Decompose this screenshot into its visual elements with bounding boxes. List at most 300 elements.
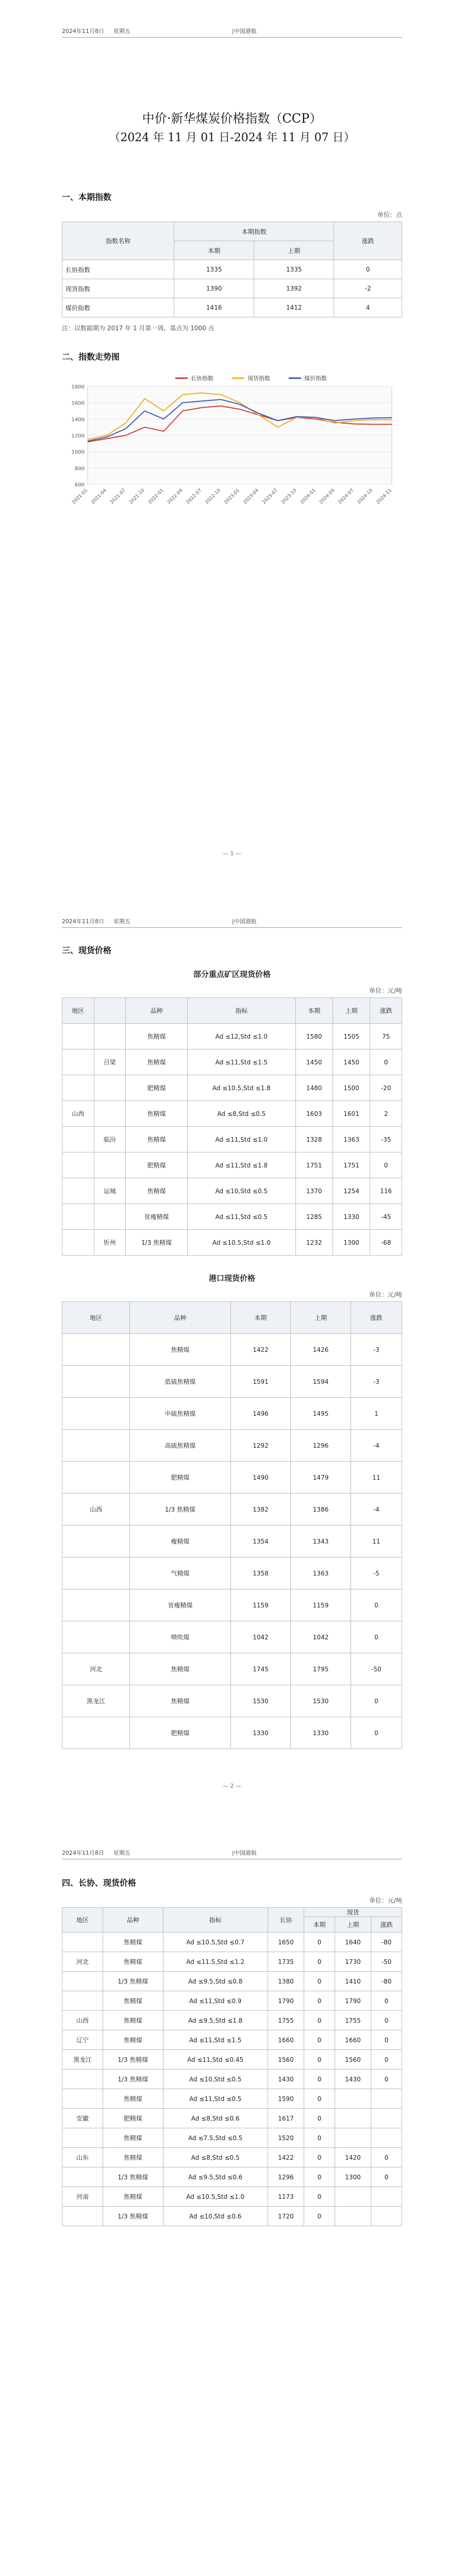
report-period: （2024 年 11 月 01 日-2024 年 11 月 07 日） <box>109 131 355 144</box>
cell <box>62 1075 94 1101</box>
cell: 116 <box>370 1178 402 1204</box>
cell: 中硫焦精煤 <box>130 1398 230 1430</box>
cell <box>62 1621 130 1653</box>
table-header-row <box>62 1302 402 1334</box>
x-tick-label: 2022-04 <box>166 488 184 505</box>
cell: 1330 <box>230 1717 291 1749</box>
cell: Ad ≤12,Std ≤1.0 <box>188 1024 295 1049</box>
cell: 1/3 焦精煤 <box>103 2050 163 2070</box>
cell: 1660 <box>268 2030 304 2050</box>
cell: 1650 <box>268 1933 304 1952</box>
table-b-unit: 单位：元/吨 <box>369 1291 402 1298</box>
cell: 0 <box>351 1685 402 1717</box>
cell: 山西 <box>62 1101 94 1127</box>
cell: 1363 <box>333 1127 370 1153</box>
cell: 1382 <box>230 1494 291 1526</box>
cell: 焦精煤 <box>103 2089 163 2109</box>
col-period: 本期指数 <box>174 222 334 241</box>
cell: 1430 <box>335 2070 371 2089</box>
cell: 1603 <box>295 1101 333 1127</box>
section3-heading: 三、现货价格 <box>62 945 112 955</box>
cell: 1730 <box>335 1952 371 1972</box>
cell: 1416 <box>174 298 254 317</box>
header-cell: 上期 <box>333 998 370 1024</box>
cell: Ad ≤9.5,Std ≤1.8 <box>163 2011 268 2030</box>
table-row <box>62 1685 402 1717</box>
cell: 忻州 <box>94 1230 126 1256</box>
cell: 1490 <box>230 1462 291 1494</box>
cell: -4 <box>351 1430 402 1462</box>
cell: 高硫焦精煤 <box>130 1430 230 1462</box>
header-cell: 涨跌 <box>371 1917 402 1933</box>
cell: -20 <box>370 1075 402 1101</box>
cell: 1751 <box>295 1153 333 1178</box>
cell <box>62 1230 94 1256</box>
cell <box>335 2109 371 2128</box>
cell <box>371 2207 402 2226</box>
header-date: 2024年11月8日 <box>62 918 104 925</box>
cell: 1420 <box>335 2148 371 2167</box>
cell: Ad ≤11,Std ≤0.9 <box>163 1991 268 2011</box>
cell: 河南 <box>62 2187 103 2207</box>
table-row <box>62 1952 402 1972</box>
cell: Ad ≤10.5,Std ≤1.8 <box>188 1075 295 1101</box>
cell: 肥精煤 <box>130 1717 230 1749</box>
x-tick-label: 2021-07 <box>109 488 127 505</box>
y-tick-label: 1000 <box>71 449 85 455</box>
cell: 1354 <box>230 1526 291 1557</box>
cell: 低硫焦精煤 <box>130 1366 230 1398</box>
cell: 0 <box>371 2148 402 2167</box>
cell: 肥精煤 <box>126 1075 188 1101</box>
section1-note: 注：以数据期为 2017 年 1 月第一周，基点为 1000 点 <box>62 325 214 332</box>
cell: Ad ≤11,Std ≤0.5 <box>188 1204 295 1230</box>
cell: 河北 <box>62 1952 103 1972</box>
table-row <box>62 2109 402 2128</box>
cell: Ad ≤10.5,Std ≤1.0 <box>188 1230 295 1256</box>
table-row <box>62 1049 402 1075</box>
cell: 1343 <box>291 1526 351 1557</box>
table-row <box>62 1933 402 1952</box>
cell: 1580 <box>295 1024 333 1049</box>
col-change: 涨跌 <box>334 222 402 260</box>
cell: 0 <box>304 1991 335 2011</box>
mine-price-table <box>62 997 402 1256</box>
cell: Ad ≤11,Std ≤0.45 <box>163 2050 268 2070</box>
cell: 0 <box>304 2070 335 2089</box>
cell: 1/3 焦精煤 <box>126 1230 188 1256</box>
cell: -80 <box>371 1972 402 1991</box>
table-row <box>62 2070 402 2089</box>
cell: 1363 <box>291 1557 351 1589</box>
cell: -4 <box>351 1494 402 1526</box>
cell: 贫瘦精煤 <box>130 1589 230 1621</box>
cell: 1/3 焦精煤 <box>103 1972 163 1991</box>
cell: 1422 <box>268 2148 304 2167</box>
table-row <box>62 1153 402 1178</box>
cell: 0 <box>304 2167 335 2187</box>
section4-heading: 四、长协、现货价格 <box>62 1878 137 1888</box>
header-cell: 地区 <box>62 1302 130 1334</box>
cell: Ad ≤11,Std ≤0.5 <box>163 2089 268 2109</box>
header-rule <box>62 37 402 38</box>
cell: Ad ≤9.5,Std ≤0.6 <box>163 2167 268 2187</box>
cell: Ad ≤10,Std ≤0.5 <box>163 2070 268 2089</box>
cell <box>94 1101 126 1127</box>
cell: 黑龙江 <box>62 1685 130 1717</box>
cell <box>62 1526 130 1557</box>
cell: 1496 <box>230 1398 291 1430</box>
table-row <box>62 2030 402 2050</box>
cell <box>94 1153 126 1178</box>
cell <box>62 1204 94 1230</box>
cell: -3 <box>351 1334 402 1366</box>
cell: 1450 <box>333 1049 370 1075</box>
cell: 1617 <box>268 2109 304 2128</box>
cell: 1755 <box>335 2011 371 2030</box>
cell: 1495 <box>291 1398 351 1430</box>
report-title: 中价·新华煤炭价格指数（CCP） <box>142 111 322 126</box>
cell <box>62 1366 130 1398</box>
cell: 1335 <box>174 260 254 279</box>
cell: -2 <box>334 279 402 298</box>
cell <box>62 1557 130 1589</box>
table-row <box>62 2167 402 2187</box>
table-row <box>62 2148 402 2167</box>
cell: 0 <box>371 2167 402 2187</box>
cell <box>94 1024 126 1049</box>
cell: 焦精煤 <box>103 1952 163 1972</box>
table-row <box>62 1557 402 1589</box>
cell <box>62 2207 103 2226</box>
cell <box>335 2207 371 2226</box>
cell: Ad ≤11,Std ≤1.8 <box>188 1153 295 1178</box>
table-row <box>62 1462 402 1494</box>
cell: 1386 <box>291 1494 351 1526</box>
cell: 焦精煤 <box>103 2128 163 2148</box>
cell: 1159 <box>291 1589 351 1621</box>
cell: 1042 <box>291 1621 351 1653</box>
table-row <box>62 1430 402 1462</box>
header-cell: 现货 <box>304 1908 402 1917</box>
header-mark: |中国港航 <box>232 918 257 925</box>
cell: 煤价指数 <box>62 298 174 317</box>
cell: 0 <box>304 2050 335 2070</box>
cell: 1 <box>351 1398 402 1430</box>
cell: 1330 <box>291 1717 351 1749</box>
section1-heading: 一、本期指数 <box>62 192 112 202</box>
cell: 山东 <box>62 2148 103 2167</box>
cell: 1751 <box>333 1153 370 1178</box>
cell <box>335 2187 371 2207</box>
cell: 肥精煤 <box>103 2109 163 2128</box>
cell: 1/3 焦精煤 <box>103 2070 163 2089</box>
x-tick-label: 2024-10 <box>356 488 374 505</box>
cell: 1/3 焦精煤 <box>103 2167 163 2187</box>
cell: 0 <box>304 2011 335 2030</box>
cell: -68 <box>370 1230 402 1256</box>
cell: 0 <box>351 1717 402 1749</box>
cell: 1594 <box>291 1366 351 1398</box>
section2-heading: 二、指数走势图 <box>62 352 120 362</box>
cell <box>62 1991 103 2011</box>
cell: 1328 <box>295 1127 333 1153</box>
cell: 0 <box>334 260 402 279</box>
table-row <box>62 1589 402 1621</box>
cell: 1430 <box>268 2070 304 2089</box>
cell: 1285 <box>295 1204 333 1230</box>
table-row <box>62 1653 402 1685</box>
cell: Ad ≤11,Std ≤1.5 <box>188 1049 295 1075</box>
cell <box>62 1153 94 1178</box>
cell: 焦精煤 <box>130 1334 230 1366</box>
cell: 安徽 <box>62 2109 103 2128</box>
cell: 1480 <box>295 1075 333 1101</box>
header-cell: 上期 <box>291 1302 351 1334</box>
header-cell: 指标 <box>163 1908 268 1933</box>
page-header <box>62 917 402 925</box>
cell: 1422 <box>230 1334 291 1366</box>
cell: 焦精煤 <box>103 2030 163 2050</box>
cell: 1560 <box>268 2050 304 2070</box>
x-tick-label: 2022-07 <box>185 488 203 505</box>
cell: -45 <box>370 1204 402 1230</box>
col-name: 指数名称 <box>62 222 174 260</box>
y-tick-label: 1200 <box>71 433 85 439</box>
table-row <box>62 1398 402 1430</box>
cell: 0 <box>304 2089 335 2109</box>
cell: 1380 <box>268 1972 304 1991</box>
cell <box>371 2128 402 2148</box>
cell: 11 <box>351 1526 402 1557</box>
cell: 1790 <box>335 1991 371 2011</box>
cell <box>62 1430 130 1462</box>
x-tick-label: 2024-01 <box>299 488 317 505</box>
x-tick-label: 2021-10 <box>128 488 146 505</box>
cell: 1530 <box>291 1685 351 1717</box>
cell: 喷吹煤 <box>130 1621 230 1653</box>
table-row <box>62 1972 402 1991</box>
cell: 0 <box>370 1153 402 1178</box>
cell <box>335 2128 371 2148</box>
table-row <box>62 2050 402 2070</box>
col-previous: 上期 <box>254 241 334 260</box>
cell <box>62 1334 130 1366</box>
cell: 1479 <box>291 1462 351 1494</box>
cell: 0 <box>370 1049 402 1075</box>
cell: 1392 <box>254 279 334 298</box>
cell: 1660 <box>335 2030 371 2050</box>
header-date: 2024年11月8日 <box>62 1850 104 1856</box>
cell: 1159 <box>230 1589 291 1621</box>
cell: 0 <box>304 2207 335 2226</box>
cell <box>62 1589 130 1621</box>
cell: 0 <box>304 2187 335 2207</box>
table-row <box>62 1230 402 1256</box>
header-mark: |中国港航 <box>232 1850 257 1856</box>
cell: 1370 <box>295 1178 333 1204</box>
page-header <box>62 1849 402 1857</box>
cell <box>62 1933 103 1952</box>
cell: 焦精煤 <box>126 1024 188 1049</box>
cell <box>62 2070 103 2089</box>
table-row <box>62 1178 402 1204</box>
cell: 0 <box>304 2128 335 2148</box>
cell: Ad ≤10.5,Std ≤1.0 <box>163 2187 268 2207</box>
cell: -5 <box>351 1557 402 1589</box>
x-tick-label: 2024-07 <box>337 488 355 505</box>
table-row <box>62 2187 402 2207</box>
x-tick-label: 2022-10 <box>204 488 222 505</box>
cell: 1640 <box>335 1933 371 1952</box>
cell: 0 <box>304 2030 335 2050</box>
cell: 辽宁 <box>62 2030 103 2050</box>
cell: Ad ≤8,Std ≤0.5 <box>188 1101 295 1127</box>
cell: Ad ≤11,Std ≤1.0 <box>188 1127 295 1153</box>
cell: 1755 <box>268 2011 304 2030</box>
cell: 山西 <box>62 1494 130 1526</box>
cell: 运城 <box>94 1178 126 1204</box>
header-week: 星期五 <box>113 1850 130 1856</box>
cell: 75 <box>370 1024 402 1049</box>
cell: -35 <box>370 1127 402 1153</box>
header-cell: 涨跌 <box>351 1302 402 1334</box>
x-tick-label: 2022-01 <box>147 488 165 505</box>
cell: 焦精煤 <box>103 2011 163 2030</box>
header-mark: |中国港航 <box>232 28 257 35</box>
header-cell: 品种 <box>130 1302 230 1334</box>
cell: 焦精煤 <box>126 1178 188 1204</box>
table-row <box>62 1024 402 1049</box>
y-tick-label: 800 <box>74 466 85 472</box>
header-cell: 指标 <box>188 998 295 1024</box>
cell: 长协指数 <box>62 260 174 279</box>
cell: 现货指数 <box>62 279 174 298</box>
col-current: 本期 <box>174 241 254 260</box>
cell: 1335 <box>254 260 334 279</box>
cell: 瘦精煤 <box>130 1526 230 1557</box>
cell: Ad ≤8,Std ≤0.6 <box>163 2109 268 2128</box>
cell: 1390 <box>174 279 254 298</box>
x-tick-label: 2023-07 <box>261 488 279 505</box>
long-spot-table <box>62 1907 402 2226</box>
cell: 1300 <box>333 1230 370 1256</box>
cell: 1591 <box>230 1366 291 1398</box>
cell <box>62 2089 103 2109</box>
table-row <box>62 1101 402 1127</box>
cell: 1790 <box>268 1991 304 2011</box>
cell: 0 <box>371 2030 402 2050</box>
cell: 1500 <box>333 1075 370 1101</box>
header-cell: 地区 <box>62 1908 103 1933</box>
index-table <box>62 222 402 317</box>
header-cell: 本期 <box>295 998 333 1024</box>
cell: 1296 <box>268 2167 304 2187</box>
page-number: — 1 — <box>223 850 241 857</box>
header-cell: 地区 <box>62 998 94 1024</box>
cell: 2 <box>370 1101 402 1127</box>
cell: 0 <box>304 1933 335 1952</box>
cell: 焦精煤 <box>103 1933 163 1952</box>
cell: 1530 <box>230 1685 291 1717</box>
cell: 1426 <box>291 1334 351 1366</box>
cell: 1296 <box>291 1430 351 1462</box>
x-tick-label: 2023-01 <box>223 488 241 505</box>
header-cell: 品种 <box>126 998 188 1024</box>
cell: 焦精煤 <box>103 2148 163 2167</box>
cell: 0 <box>371 1991 402 2011</box>
table-row <box>62 1717 402 1749</box>
cell: 4 <box>334 298 402 317</box>
table-b-title: 港口现货价格 <box>208 1274 255 1283</box>
header-cell: 上期 <box>335 1917 371 1933</box>
cell: 1358 <box>230 1557 291 1589</box>
cell: 1601 <box>333 1101 370 1127</box>
page-number: — 2 — <box>223 1783 241 1789</box>
y-tick-label: 1800 <box>71 384 85 390</box>
cell <box>62 1717 130 1749</box>
cell: 肥精煤 <box>130 1462 230 1494</box>
legend-label: 长协指数 <box>191 375 213 382</box>
cell: 焦精煤 <box>126 1049 188 1075</box>
cell: 山西 <box>62 2011 103 2030</box>
table-row <box>62 2207 402 2226</box>
cell: 0 <box>351 1621 402 1653</box>
index-chart <box>62 371 402 520</box>
header-cell: 长协 <box>268 1908 304 1933</box>
cell: 0 <box>351 1589 402 1621</box>
header-cell: 本期 <box>230 1302 291 1334</box>
x-tick-label: 2023-10 <box>280 488 298 505</box>
table-row <box>62 260 402 279</box>
cell: Ad ≤11.5,Std ≤1.2 <box>163 1952 268 1972</box>
table-row <box>62 1621 402 1653</box>
cell: 1173 <box>268 2187 304 2207</box>
cell: 1300 <box>335 2167 371 2187</box>
cell: 1735 <box>268 1952 304 1972</box>
page-header <box>62 27 402 35</box>
cell: 肥精煤 <box>126 1153 188 1178</box>
cell <box>371 2187 402 2207</box>
cell: 0 <box>304 1972 335 1991</box>
cell: 焦精煤 <box>103 1991 163 2011</box>
cell: 黑龙江 <box>62 2050 103 2070</box>
cell <box>62 1972 103 1991</box>
cell: 焦精煤 <box>130 1685 230 1717</box>
cell <box>62 1178 94 1204</box>
section1-unit: 单位：点 <box>377 211 402 218</box>
cell: 1745 <box>230 1653 291 1685</box>
cell: 1560 <box>335 2050 371 2070</box>
index-chart-svg <box>62 371 402 520</box>
cell <box>62 2167 103 2187</box>
cell <box>371 2089 402 2109</box>
cell <box>62 1127 94 1153</box>
cell: 1330 <box>333 1204 370 1230</box>
header-cell: 品种 <box>103 1908 163 1933</box>
cell: 1720 <box>268 2207 304 2226</box>
cell: 气精煤 <box>130 1557 230 1589</box>
cell <box>94 1075 126 1101</box>
cell: 河北 <box>62 1653 130 1685</box>
table-row <box>62 1526 402 1557</box>
cell: Ad ≤10,Std ≤0.6 <box>163 2207 268 2226</box>
table-row <box>62 1991 402 2011</box>
header-rule <box>62 927 402 928</box>
cell <box>62 1024 94 1049</box>
table-row <box>62 1334 402 1366</box>
table-row <box>62 1366 402 1398</box>
